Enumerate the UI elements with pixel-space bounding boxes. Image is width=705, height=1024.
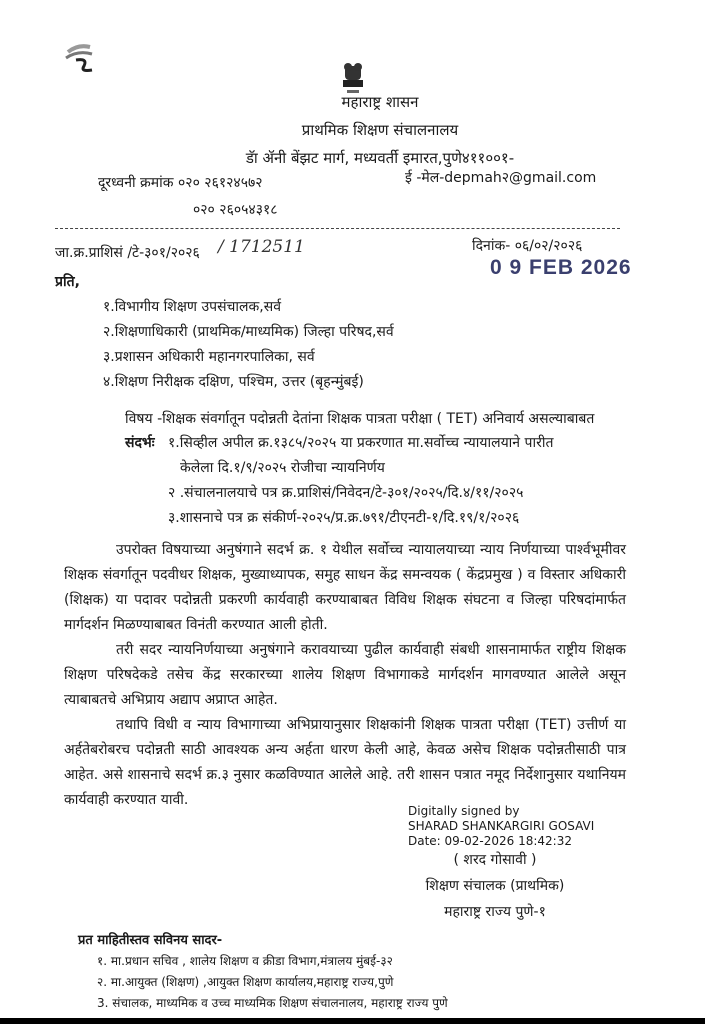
digital-signature bbox=[408, 804, 594, 849]
paragraph-text: तथापि विधी व न्याय विभागाच्या अभिप्रायानुसार शिक्षकांनी शिक्षक पात्रता परीक्षा (TET) उत्तीर्ण या अर्हतेबरोबरच पदोन्नती साठी आवश्यक अन्य अर्हता धारण केली आहे, केवळ असेच शिक्षक पदोन्नतीसाठी पात्र आहेत. असे शासनाचे सदर्भ क्र.३ नुसार कळविण्यात आलेले आहे. तरी शासन पत्रात नमूद निर्देशानुसार यथानियम कार्यवाही करण्यात यावी. bbox=[64, 717, 626, 808]
letter-date: दिनांक- ०६/०२/२०२६ bbox=[472, 238, 583, 254]
received-date-stamp: 0 9 FEB 2026 bbox=[490, 256, 632, 279]
signature-line: Digitally signed by bbox=[408, 804, 520, 818]
reference-1-cont: केलेला दि.१/९/२०२५ रोजीचा न्यायनिर्णय bbox=[180, 460, 385, 476]
body-paragraph-1 bbox=[64, 538, 626, 638]
copy-item: २. मा.आयुक्त (शिक्षण) ,आयुक्त शिक्षण कार्यालय,महाराष्ट्र राज्य,पुणे bbox=[97, 975, 394, 989]
education-department-logo bbox=[62, 42, 102, 76]
paragraph-text: तरी सदर न्यायनिर्णयाच्या अनुषंगाने करावयाच्या पुढील कार्यवाही संबधी शासनामार्फत राष्ट्रीय शिक्षक शिक्षण परिषदेकडे तसेच केंद्र सरकारच्या शालेय शिक्षण विभागाकडे मार्गदर्शन मागवण्यात आलेले असून त्याबाबतचे अभिप्राय अद्याप अप्राप्त आहेत. bbox=[64, 642, 626, 708]
recipient-item: ३.प्रशासन अधिकारी महानगरपालिका, सर्व bbox=[103, 349, 315, 365]
copy-label: प्रत माहितीस्तव सविनय सादर- bbox=[78, 933, 223, 948]
references-label: संदर्भः bbox=[125, 435, 155, 451]
copy-item: १. मा.प्रधान सचिव , शालेय शिक्षण व क्रीडा विभाग,मंत्रालय मुंबई-३२ bbox=[97, 954, 393, 968]
phone-2: ०२० २६०५४३१८ bbox=[193, 202, 278, 218]
body-paragraph-2 bbox=[64, 638, 626, 713]
reference-2: २ .संचालनालयाचे पत्र क्र.प्राशिसं/निवेदन/टे-३०१/२०२५/दि.४/११/२०२५ bbox=[168, 485, 524, 501]
signer-place: महाराष्ट्र राज्य पुणे-१ bbox=[444, 904, 546, 920]
address: डॅा ॲनी बेंझट मार्ग, मध्यवर्ती इमारत,पुणे४११००१- bbox=[245, 149, 515, 167]
recipient-item: ४.शिक्षण निरीक्षक दक्षिण, पश्चिम, उत्तर (बृहन्मुंबई) bbox=[103, 374, 364, 390]
recipient-item: २.शिक्षणाधिकारी (प्राथमिक/माध्यमिक) जिल्हा परिषद,सर्व bbox=[103, 324, 394, 340]
paragraph-text: उपरोक्त विषयाच्या अनुषंगाने सदर्भ क्र. १ येथील सर्वोच्च न्यायालयाच्या न्याय निर्णयाच्या पार्श्वभूमीवर शिक्षक संवर्गातून पदवीधर शिक्षक, मुख्याध्यापक, समुह साधन केंद्र समन्वयक ( केंद्रप्रमुख ) व विस्तार अधिकारी (शिक्षक) या पदावर पदोन्नती प्रकरणी कार्यवाही करण्याबाबत विविध शिक्षक संघटना व जिल्हा परिषदांमार्फत मार्गदर्शन मिळण्याबाबत विनंती करण्यात आली होती. bbox=[64, 542, 626, 633]
recipient-item: १.विभागीय शिक्षण उपसंचालक,सर्व bbox=[103, 299, 281, 315]
signer-name-marathi: ( शरद गोसावी ) bbox=[453, 852, 537, 868]
reference-1: १.सिव्हील अपील क्र.१३८५/२०२५ या प्रकरणात मा.सर्वोच्च न्यायालयाने पारीत bbox=[168, 435, 554, 451]
reference-number: जा.क्र.प्राशिसं /टे-३०१/२०२६ bbox=[55, 245, 200, 261]
to-label: प्रति, bbox=[55, 274, 80, 290]
email: ई -मेल-depmah२@gmail.com bbox=[405, 170, 597, 186]
signer-title: शिक्षण संचालक (प्राथमिक) bbox=[425, 878, 565, 894]
subject: विषय -शिक्षक संवर्गातून पदोन्नती देतांना शिक्षक पात्रता परीक्षा ( TET) अनिवार्य असल्याबाबत bbox=[125, 411, 595, 427]
directorate-name: प्राथमिक शिक्षण संचालनालय bbox=[301, 121, 459, 139]
bottom-edge bbox=[0, 1018, 705, 1024]
reference-3: ३.शासनाचे पत्र क्र संकीर्ण-२०२५/प्र.क्र.७९१/टीएनटी-१/दि.१९/१/२०२६ bbox=[168, 510, 520, 526]
copy-item: 3. संचालक, माध्यमिक व उच्च माध्यमिक शिक्षण संचालनालय, महाराष्ट्र राज्य पुणे bbox=[97, 996, 448, 1010]
signature-date: Date: 09-02-2026 18:42:32 bbox=[408, 834, 572, 848]
phone-1: दूरध्वनी क्रमांक ०२० २६१२४५७२ bbox=[98, 175, 263, 191]
divider bbox=[55, 228, 620, 229]
handwritten-inward-number: / 1712511 bbox=[218, 237, 305, 257]
body-paragraph-3 bbox=[64, 713, 626, 813]
govt-name: महाराष्ट्र शासन bbox=[341, 93, 419, 111]
signer-name: SHARAD SHANKARGIRI GOSAVI bbox=[408, 819, 595, 833]
